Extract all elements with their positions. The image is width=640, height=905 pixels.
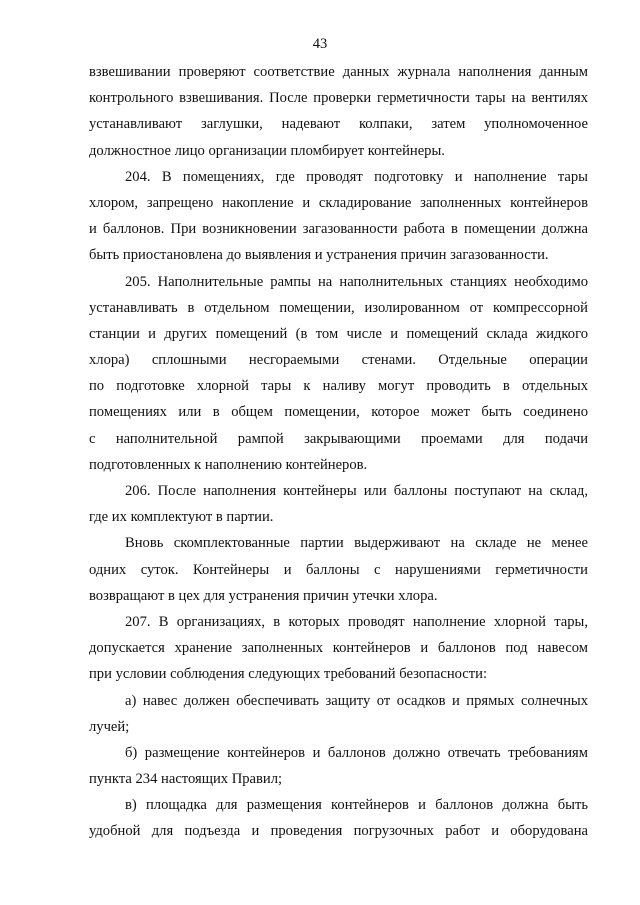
text-line: а) навес должен обеспечивать защиту от осадков и прямых солнечных: [125, 692, 588, 709]
text-line: пункта 234 настоящих Правил;: [89, 771, 283, 788]
text-line: лучей;: [89, 718, 130, 735]
text-line: быть приостановлена до выявления и устранения причин загазованности.: [89, 247, 549, 264]
text-line: подготовленных к наполнению контейнеров.: [89, 456, 368, 473]
text-line: контрольного взвешивания. После проверки герметичности тары на вентилях: [89, 90, 588, 107]
text-line: по подготовке хлорной тары к наливу могут проводить в отдельных: [89, 378, 588, 395]
text-line: станции и других помещений (в том числе и помещений склада жидкого: [89, 325, 588, 342]
text-line: 204. В помещениях, где проводят подготовку и наполнение тары: [125, 168, 588, 185]
text-line: в) площадка для размещения контейнеров и баллонов должна быть: [125, 797, 588, 814]
text-line: Вновь скомплектованные партии выдерживают на складе не менее: [125, 535, 588, 552]
text-line: 206. После наполнения контейнеры или баллоны поступают на склад,: [125, 483, 588, 499]
text-line: при условии соблюдения следующих требований безопасности:: [89, 666, 488, 683]
text-line: 207. В организациях, в которых проводят наполнение хлорной тары,: [125, 613, 588, 630]
text-line: и баллонов. При возникновении загазованности работа в помещении должна: [89, 221, 588, 238]
page-number: 43: [312, 36, 328, 52]
text-line: одних суток. Контейнеры и баллоны с нарушениями герметичности: [89, 561, 588, 578]
text-line: с наполнительной рампой закрывающими проемами для подачи: [89, 430, 588, 447]
text-line: хлора) сплошными несгораемыми стенами. Отдельные операции: [89, 352, 588, 369]
text-line: допускается хранение заполненных контейнеров и баллонов под навесом: [89, 640, 588, 657]
text-line: 205. Наполнительные рампы на наполнительных станциях необходимо: [125, 273, 588, 290]
text-line: взвешивании проверяют соответствие данных журнала наполнения данным: [89, 64, 588, 80]
text-line: возвращают в цех для устранения причин утечки хлора.: [89, 587, 438, 604]
text-line: хлором, запрещено накопление и складирование заполненных контейнеров: [89, 194, 588, 211]
text-line: должностное лицо организации пломбирует контейнеры.: [89, 142, 445, 159]
text-line: б) размещение контейнеров и баллонов должно отвечать требованиям: [125, 744, 588, 761]
text-line: помещениях или в общем помещении, которое может быть соединено: [89, 404, 588, 421]
text-line: удобной для подъезда и проведения погрузочных работ и оборудована: [89, 823, 588, 840]
text-line: устанавливают заглушки, надевают колпаки, затем уполномоченное: [89, 116, 588, 133]
document-body: [89, 59, 588, 845]
text-line: где их комплектуют в партии.: [89, 509, 274, 526]
text-line: устанавливать в отдельном помещении, изолированном от компрессорной: [89, 299, 588, 316]
